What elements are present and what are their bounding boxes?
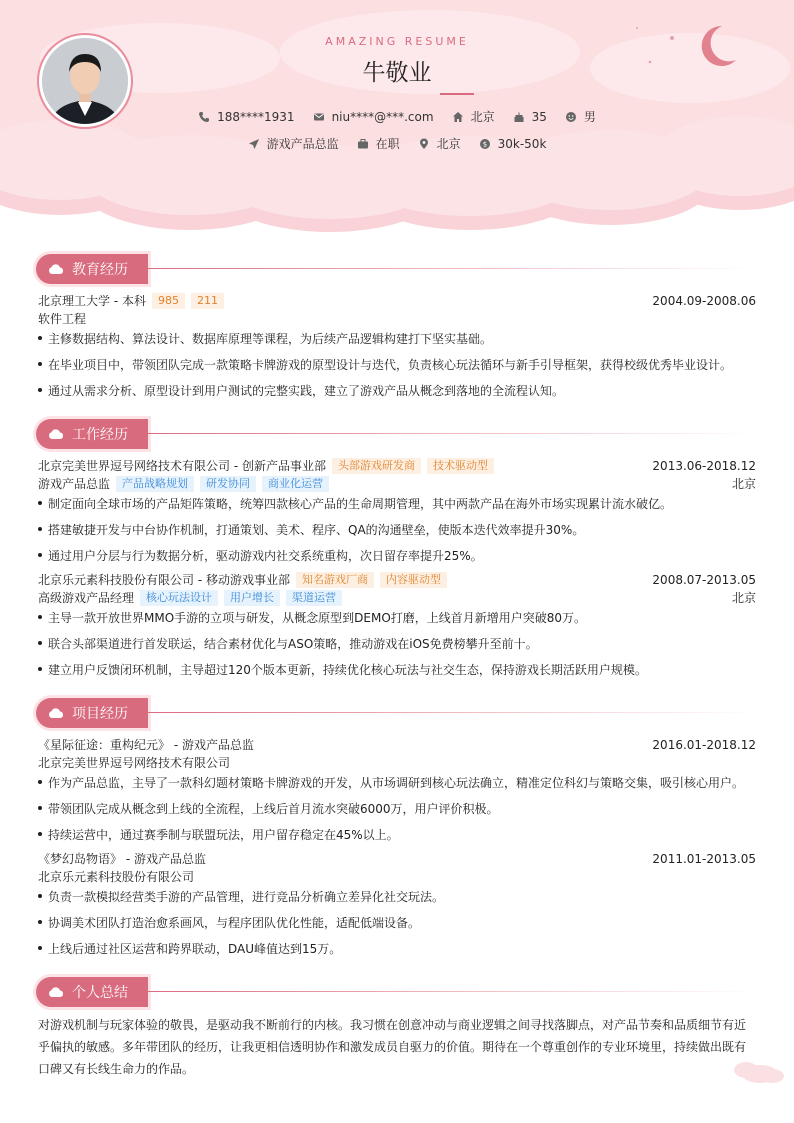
education-major-row <box>38 310 756 327</box>
job-title: 游戏产品总监 <box>38 477 111 491</box>
age-text: 35 <box>531 109 547 124</box>
list-item: 制定面向全球市场的产品矩阵策略，统筹四款核心产品的生命周期管理，其中两款产品在海外市场实现累计流水破亿。 <box>38 495 756 512</box>
list-item: 上线后通过社区运营和跨界联动，DAU峰值达到15万。 <box>38 940 756 957</box>
section-summary <box>36 977 756 1007</box>
candidate-name: 牛敬业 <box>362 60 432 86</box>
section-work <box>36 419 756 449</box>
skill-tag: 产品战略规划 <box>116 476 194 492</box>
education-school-row <box>38 292 756 309</box>
intent-row <box>0 135 794 152</box>
job-title: 高级游戏产品经理 <box>38 591 135 605</box>
section-projects-title: 项目经历 <box>72 706 128 722</box>
section-summary-title: 个人总结 <box>72 985 128 1001</box>
section-education-pill <box>36 254 148 284</box>
work-date: 2013.06-2018.12 <box>652 458 756 473</box>
skill-tag: 商业化运营 <box>262 476 329 492</box>
contact-row <box>0 108 794 125</box>
send-icon <box>248 138 260 150</box>
list-item: 主导一款开放世界MMO手游的立项与研发，从概念原型到DEMO打磨，上线首月新增用户突破80万。 <box>38 609 756 626</box>
phone-text: 188****1931 <box>217 109 295 124</box>
section-education <box>36 254 756 284</box>
school-name: 北京理工大学 - 本科 <box>38 294 146 308</box>
phone-icon <box>198 111 210 123</box>
work-city: 北京 <box>731 477 756 491</box>
project-name-row <box>38 736 756 753</box>
intent-position <box>248 135 339 152</box>
work-city: 北京 <box>731 591 756 605</box>
project-date: 2016.01-2018.12 <box>652 737 756 752</box>
cloud-icon <box>48 428 64 440</box>
project-company-row <box>38 868 756 885</box>
work-date: 2008.07-2013.05 <box>652 572 756 587</box>
skill-tag: 核心玩法设计 <box>140 590 218 606</box>
work-company-row <box>38 457 756 474</box>
intent-city <box>418 135 461 152</box>
city-text: 北京 <box>470 110 495 124</box>
section-summary-pill <box>36 977 148 1007</box>
skill-tag: 用户增长 <box>224 590 280 606</box>
resume-header <box>0 0 794 235</box>
list-item: 联合头部渠道进行首发联运，结合素材优化与ASO策略，推动游戏在iOS免费榜攀升至前十。 <box>38 635 756 652</box>
company-name: 北京乐元素科技股份有限公司 - 移动游戏事业部 <box>38 573 290 587</box>
education-date: 2004.09-2008.06 <box>652 293 756 308</box>
section-divider <box>148 268 758 269</box>
work-company-row <box>38 571 756 588</box>
mail-icon <box>313 111 325 123</box>
cloud-icon <box>48 707 64 719</box>
project-company: 北京完美世界逗号网络技术有限公司 <box>38 756 231 770</box>
section-projects-pill <box>36 698 148 728</box>
project-name: 《梦幻岛物语》 - 游戏产品总监 <box>38 852 206 866</box>
project-company-row <box>38 754 756 771</box>
gender-text: 男 <box>583 110 596 124</box>
company-tag: 头部游戏研发商 <box>332 458 421 474</box>
list-item: 建立用户反馈闭环机制，主导超过120个版本更新，持续优化核心玩法与社交生态，保持游戏长期活跃用户规模。 <box>38 661 756 678</box>
list-item: 通过用户分层与行为数据分析，驱动游戏内社交系统重构，次日留存率提升25%。 <box>38 547 756 564</box>
intent-salary <box>479 137 547 151</box>
contact-email <box>313 110 434 124</box>
money-icon <box>479 138 491 150</box>
project-date: 2011.01-2013.05 <box>652 851 756 866</box>
section-work-pill <box>36 419 148 449</box>
skill-tag: 研发协同 <box>200 476 256 492</box>
company-tag: 内容驱动型 <box>380 572 447 588</box>
project-name-row <box>38 850 756 867</box>
section-divider <box>148 433 758 434</box>
salary-text: 30k-50k <box>497 136 547 151</box>
home-icon <box>452 111 464 123</box>
contact-gender <box>565 108 596 125</box>
section-education-title: 教育经历 <box>72 262 128 278</box>
face-icon <box>565 111 577 123</box>
decorative-cloud-icon <box>728 1056 788 1086</box>
svg-text:$: $ <box>482 140 487 149</box>
company-tag: 知名游戏厂商 <box>296 572 374 588</box>
company-tag: 技术驱动型 <box>427 458 494 474</box>
personal-summary: 对游戏机制与玩家体验的敬畏，是驱动我不断前行的内核。我习惯在创意冲动与商业逻辑之间寻找落脚点，对产品节奏和品质细节有近乎偏执的敏感。多年带团队的经历，让我更相信透明协作和激发成员自驱力的价值。期待在一个尊重创作的专业环境里，持续做出既有口碑又有长线生命力的作品。 <box>38 1018 747 1076</box>
contact-phone <box>198 110 294 124</box>
list-item: 通过从需求分析、原型设计到用户测试的完整实践，建立了游戏产品从概念到落地的全流程认知。 <box>38 382 756 399</box>
cake-icon <box>513 111 525 123</box>
school-tag: 985 <box>152 293 185 309</box>
briefcase-icon <box>357 138 369 150</box>
position-text: 游戏产品总监 <box>266 137 339 151</box>
list-item: 协调美术团队打造治愈系画风，与程序团队优化性能，适配低端设备。 <box>38 914 756 931</box>
list-item: 持续运营中，通过赛季制与联盟玩法，用户留存稳定在45%以上。 <box>38 826 756 843</box>
intent-status <box>357 135 400 152</box>
company-name: 北京完美世界逗号网络技术有限公司 - 创新产品事业部 <box>38 459 326 473</box>
intent-city-text: 北京 <box>436 137 461 151</box>
list-item: 带领团队完成从概念到上线的全流程，上线后首月流水突破6000万，用户评价积极。 <box>38 800 756 817</box>
list-item: 搭建敏捷开发与中台协作机制，打通策划、美术、程序、QA的沟通壁垒，使版本迭代效率提升30%。 <box>38 521 756 538</box>
contact-city <box>452 108 495 125</box>
project-company: 北京乐元素科技股份有限公司 <box>38 870 195 884</box>
contact-age <box>513 110 547 124</box>
list-item: 在毕业项目中，带领团队完成一款策略卡牌游戏的原型设计与迭代，负责核心玩法循环与新手引导框架，获得校级优秀毕业设计。 <box>38 356 756 373</box>
major-name: 软件工程 <box>38 312 87 326</box>
email-text: niu****@***.com <box>331 109 434 124</box>
list-item: 作为产品总监，主导了一款科幻题材策略卡牌游戏的开发，从市场调研到核心玩法确立，精准定位科幻与策略交集，吸引核心用户。 <box>38 774 756 791</box>
resume-subtitle: AMAZING RESUME <box>325 35 469 48</box>
work-title-row <box>38 589 756 606</box>
project-name: 《星际征途：重构纪元》 - 游戏产品总监 <box>38 738 254 752</box>
section-work-title: 工作经历 <box>72 427 128 443</box>
list-item: 负责一款模拟经营类手游的产品管理，进行竞品分析确立差异化社交玩法。 <box>38 888 756 905</box>
status-text: 在职 <box>375 137 400 151</box>
cloud-icon <box>48 986 64 998</box>
section-divider <box>148 712 758 713</box>
section-projects <box>36 698 756 728</box>
location-icon <box>418 138 430 150</box>
school-tag: 211 <box>191 293 224 309</box>
skill-tag: 渠道运营 <box>286 590 342 606</box>
cloud-icon <box>48 263 64 275</box>
name-underline <box>440 93 474 95</box>
section-divider <box>148 991 758 992</box>
work-title-row <box>38 475 756 492</box>
list-item: 主修数据结构、算法设计、数据库原理等课程，为后续产品逻辑构建打下坚实基础。 <box>38 330 756 347</box>
